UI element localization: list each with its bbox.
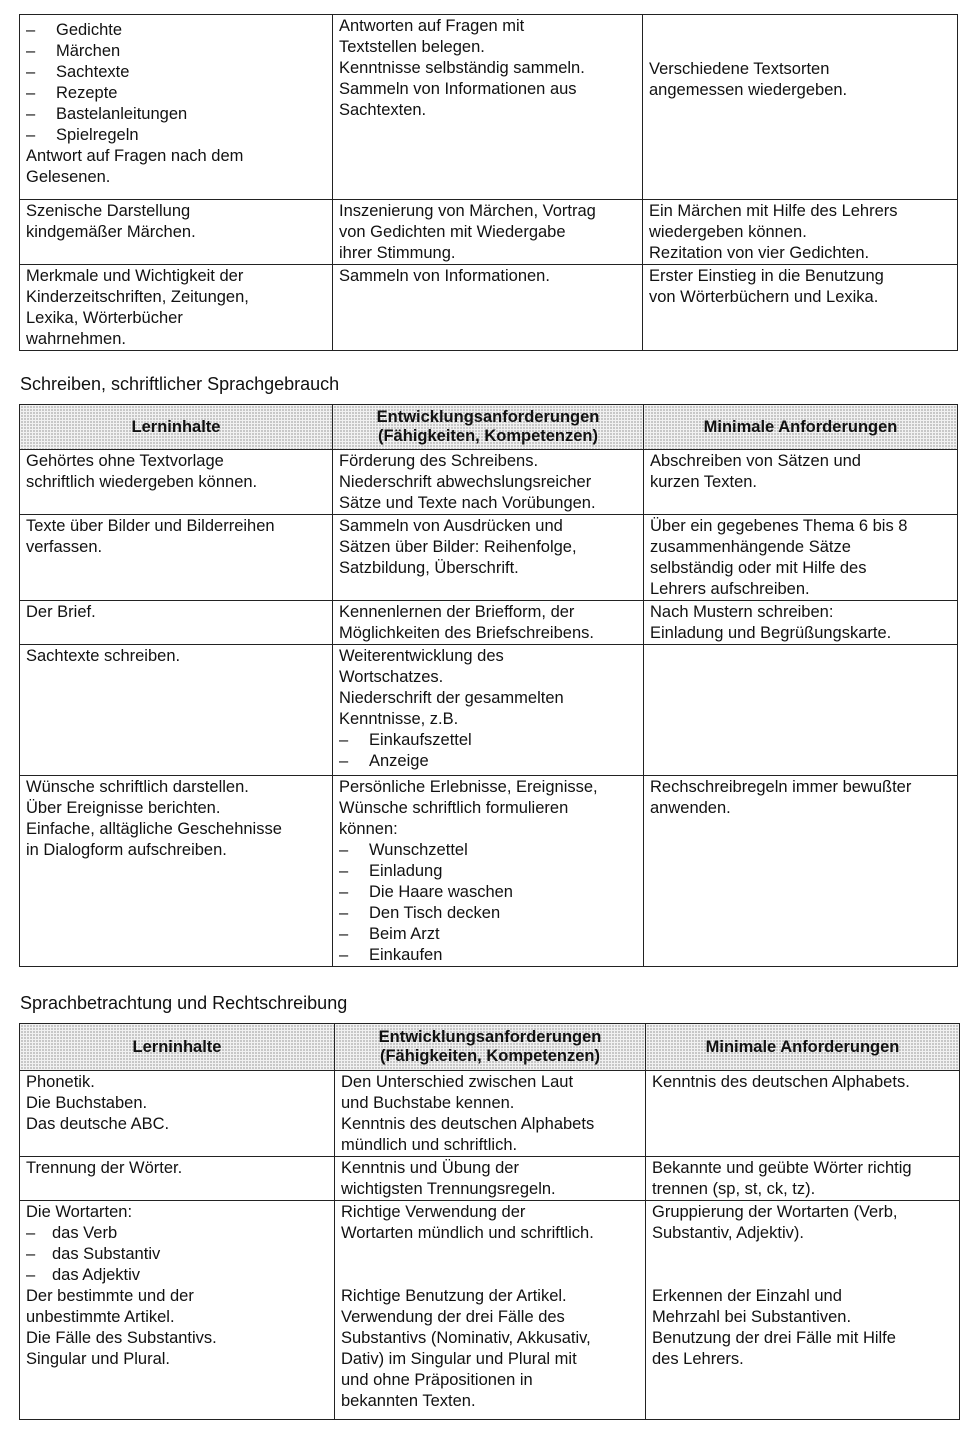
text-line: anwenden. (650, 799, 731, 817)
text-line: Niederschrift abwechslungsreicher (339, 473, 592, 491)
table-cell (644, 515, 958, 601)
list-item: Märchen (56, 42, 121, 60)
text-line: Sammeln von Ausdrücken und (339, 517, 563, 535)
grammar-table (19, 1023, 960, 1420)
text-line: Substantivs (Nominativ, Akkusativ, (341, 1329, 591, 1347)
text-line: bekannten Texten. (341, 1392, 476, 1410)
table-row (20, 200, 958, 265)
text-line: zusammenhängende Sätze (650, 538, 851, 556)
text-line: Benutzung der drei Fälle mit Hilfe (652, 1329, 896, 1347)
text-line: Kenntnisse, z.B. (339, 710, 459, 728)
list-item: Beim Arzt (369, 925, 440, 943)
text-line: Gehörtes ohne Textvorlage (26, 452, 224, 470)
list-item: Einkaufszettel (369, 731, 472, 749)
text-line: kindgemäßer Märchen. (26, 223, 196, 241)
text-line: Der bestimmte und der (26, 1287, 194, 1305)
table-cell (644, 601, 958, 645)
reading-table (19, 14, 958, 351)
table-cell (333, 601, 644, 645)
table-cell (335, 1201, 646, 1420)
text-line: und ohne Präpositionen in (341, 1371, 533, 1389)
text-line: Textstellen belegen. (339, 38, 485, 56)
text-line: Dativ) im Singular und Plural mit (341, 1350, 577, 1368)
list-item: Rezepte (56, 84, 118, 102)
text-line: können: (339, 820, 398, 838)
text-line: Wortschatzes. (339, 668, 444, 686)
text-line: Kenntnis des deutschen Alphabets (341, 1115, 595, 1133)
column-header: Entwicklungsanforderungen (Fähigkeiten, Kompetenzen) (333, 405, 644, 450)
text-line: von Gedichten mit Wiedergabe (339, 223, 566, 241)
text-line: von Wörterbüchern und Lexika. (649, 288, 879, 306)
text-line: des Lehrers. (652, 1350, 744, 1368)
text-line: wiedergeben können. (649, 223, 807, 241)
table-cell (333, 200, 643, 265)
text-line: Rechschreibregeln immer bewußter (650, 778, 912, 796)
table-cell (20, 645, 333, 776)
list-item: Gedichte (56, 21, 123, 39)
column-header: Lerninhalte (20, 1024, 335, 1071)
table-cell (646, 1157, 960, 1201)
text-line: Antworten auf Fragen mit (339, 17, 525, 35)
text-line: Die Fälle des Substantivs. (26, 1329, 217, 1347)
text-line: Die Wortarten: (26, 1203, 133, 1221)
text-line: Richtige Benutzung der Artikel. (341, 1287, 567, 1305)
table-cell: Weiterentwicklung des Wortschatzes. Niederschrift der gesammelten Kenntnisse, z.B. – Einkaufszettel – Anzeige (333, 645, 644, 776)
table-cell (643, 200, 958, 265)
text-line: Ein Märchen mit Hilfe des Lehrers (649, 202, 898, 220)
text-line: Die Buchstaben. (26, 1094, 148, 1112)
table-row (20, 776, 958, 967)
text-line: Über ein gegebenes Thema 6 bis 8 (650, 517, 908, 535)
table-row (20, 1201, 960, 1420)
table-cell (20, 265, 333, 351)
text-line: Rezitation von vier Gedichten. (649, 244, 870, 262)
text-line: Das deutsche ABC. (26, 1115, 170, 1133)
text-line: wahrnehmen. (26, 330, 126, 348)
text-line: Über Ereignisse berichten. (26, 799, 221, 817)
list-item: Spielregeln (56, 126, 139, 144)
text-line: Sammeln von Informationen. (339, 267, 550, 285)
text-line: Kenntnis des deutschen Alphabets. (652, 1073, 910, 1091)
text-line: Kinderzeitschriften, Zeitungen, (26, 288, 249, 306)
text-line: Weiterentwicklung des (339, 647, 504, 665)
text-line: Den Unterschied zwischen Laut (341, 1073, 574, 1091)
text-line: selbständig oder mit Hilfe des (650, 559, 867, 577)
text-line: unbestimmte Artikel. (26, 1308, 175, 1326)
text-line: Substantiv, Adjektiv). (652, 1224, 804, 1242)
table-cell (20, 200, 333, 265)
text-line: Förderung des Schreibens. (339, 452, 539, 470)
text-line: Sachtexte schreiben. (26, 647, 181, 665)
text-line: Wünsche schriftlich darstellen. (26, 778, 249, 796)
text-line: Nach Mustern schreiben: (650, 603, 834, 621)
table-row (20, 265, 958, 351)
text-line: Niederschrift der gesammelten (339, 689, 564, 707)
table-cell (646, 1201, 960, 1420)
table-row (20, 515, 958, 601)
table-cell (646, 1071, 960, 1157)
text-line: Antwort auf Fragen nach dem (26, 147, 244, 165)
text-line: Der Brief. (26, 603, 96, 621)
table-cell (20, 515, 333, 601)
table-header-row (20, 1024, 960, 1071)
list-item: Wunschzettel (369, 841, 468, 859)
text-line: trennen (sp, st, ck, tz). (652, 1180, 816, 1198)
text-line: ihrer Stimmung. (339, 244, 456, 262)
table-cell (333, 15, 643, 200)
table-cell (333, 450, 644, 515)
text-line: Einfache, alltägliche Geschehnisse (26, 820, 282, 838)
text-line: Trennung der Wörter. (26, 1159, 183, 1177)
text-line: Erster Einstieg in die Benutzung (649, 267, 884, 285)
table-cell (644, 450, 958, 515)
list-item: Sachtexte (56, 63, 130, 81)
table-cell: Die Wortarten: – das Verb – das Substantiv – das Adjektiv Der bestimmte und der unbestimmte Artikel. Die Fälle des Substantivs. Singular und Plural. (20, 1201, 335, 1420)
text-line: Merkmale und Wichtigkeit der (26, 267, 244, 285)
list-item: das Substantiv (52, 1245, 161, 1263)
table-row (20, 1157, 960, 1201)
table-cell (644, 645, 958, 776)
text-line: Verschiedene Textsorten (649, 60, 830, 78)
list-item: Den Tisch decken (369, 904, 501, 922)
text-line: Wortarten mündlich und schriftlich. (341, 1224, 594, 1242)
text-line: Gelesenen. (26, 168, 111, 186)
table-row (20, 645, 958, 776)
list-item: Die Haare waschen (369, 883, 513, 901)
table-cell (20, 450, 333, 515)
table-cell (20, 1071, 335, 1157)
text-line: Sammeln von Informationen aus (339, 80, 577, 98)
table-row (20, 15, 958, 200)
text-line: schriftlich wiedergeben können. (26, 473, 258, 491)
table-cell: – Gedichte – Märchen – Sachtexte – Rezepte – Bastelanleitungen – Spielregeln Antwort auf Fragen nach dem Gelesenen. (20, 15, 333, 200)
text-line: verfassen. (26, 538, 103, 556)
text-line: Sätze und Texte nach Vorübungen. (339, 494, 596, 512)
table-cell (644, 776, 958, 967)
text-line: Persönliche Erlebnisse, Ereignisse, (339, 778, 598, 796)
list-item: Einkaufen (369, 946, 443, 964)
text-line: angemessen wiedergeben. (649, 81, 848, 99)
table-cell (335, 1157, 646, 1201)
text-line: Texte über Bilder und Bilderreihen (26, 517, 275, 535)
text-line: kurzen Texten. (650, 473, 758, 491)
column-header: Minimale Anforderungen (646, 1024, 960, 1071)
table-row (20, 601, 958, 645)
text-line: Singular und Plural. (26, 1350, 171, 1368)
text-line: Richtige Verwendung der (341, 1203, 526, 1221)
table-cell (643, 265, 958, 351)
text-line: Verwendung der drei Fälle des (341, 1308, 565, 1326)
text-line: Lehrers aufschreiben. (650, 580, 810, 598)
writing-table (19, 404, 958, 967)
text-line: Lexika, Wörterbücher (26, 309, 183, 327)
section-title: Schreiben, schriftlicher Sprachgebrauch (20, 374, 340, 394)
text-line: Sätzen über Bilder: Reihenfolge, (339, 538, 577, 556)
table-cell (333, 265, 643, 351)
table-row (20, 450, 958, 515)
text-line: Gruppierung der Wortarten (Verb, (652, 1203, 898, 1221)
text-line: Abschreiben von Sätzen und (650, 452, 861, 470)
text-line: Wünsche schriftlich formulieren (339, 799, 569, 817)
list-item: Bastelanleitungen (56, 105, 188, 123)
text-line: Einladung und Begrüßungskarte. (650, 624, 892, 642)
section-title: Sprachbetrachtung und Rechtschreibung (20, 993, 348, 1013)
table-cell (20, 601, 333, 645)
table-cell (643, 15, 958, 200)
list-item: das Adjektiv (52, 1266, 141, 1284)
column-header: Lerninhalte (20, 405, 333, 450)
text-line: Kenntnisse selbständig sammeln. (339, 59, 585, 77)
text-line: Satzbildung, Überschrift. (339, 559, 519, 577)
text-line: Bekannte und geübte Wörter richtig (652, 1159, 912, 1177)
text-line: Möglichkeiten des Briefschreibens. (339, 624, 594, 642)
list-item: Anzeige (369, 752, 429, 770)
text-line: und Buchstabe kennen. (341, 1094, 515, 1112)
text-line: Sachtexten. (339, 101, 427, 119)
column-header: Minimale Anforderungen (644, 405, 958, 450)
table-cell (20, 1157, 335, 1201)
text-line: Kenntnis und Übung der (341, 1159, 519, 1177)
table-header-row (20, 405, 958, 450)
table-cell (20, 776, 333, 967)
table-row (20, 1071, 960, 1157)
text-line: in Dialogform aufschreiben. (26, 841, 227, 859)
text-line: mündlich und schriftlich. (341, 1136, 518, 1154)
text-line: Inszenierung von Märchen, Vortrag (339, 202, 596, 220)
table-cell: Persönliche Erlebnisse, Ereignisse, Wünsche schriftlich formulieren können: – Wunschzettel – Einladung – Die Haare waschen – Den Tisch decken – Beim Arzt – Einkaufen (333, 776, 644, 967)
text-line: Erkennen der Einzahl und (652, 1287, 842, 1305)
text-line: Kennenlernen der Briefform, der (339, 603, 575, 621)
text-line: Szenische Darstellung (26, 202, 191, 220)
table-cell (335, 1071, 646, 1157)
list-item: Einladung (369, 862, 443, 880)
table-cell (333, 515, 644, 601)
list-item: das Verb (52, 1224, 118, 1242)
text-line: Phonetik. (26, 1073, 95, 1091)
text-line: Mehrzahl bei Substantiven. (652, 1308, 852, 1326)
column-header: Entwicklungsanforderungen (Fähigkeiten, Kompetenzen) (335, 1024, 646, 1071)
text-line: wichtigsten Trennungsregeln. (341, 1180, 556, 1198)
